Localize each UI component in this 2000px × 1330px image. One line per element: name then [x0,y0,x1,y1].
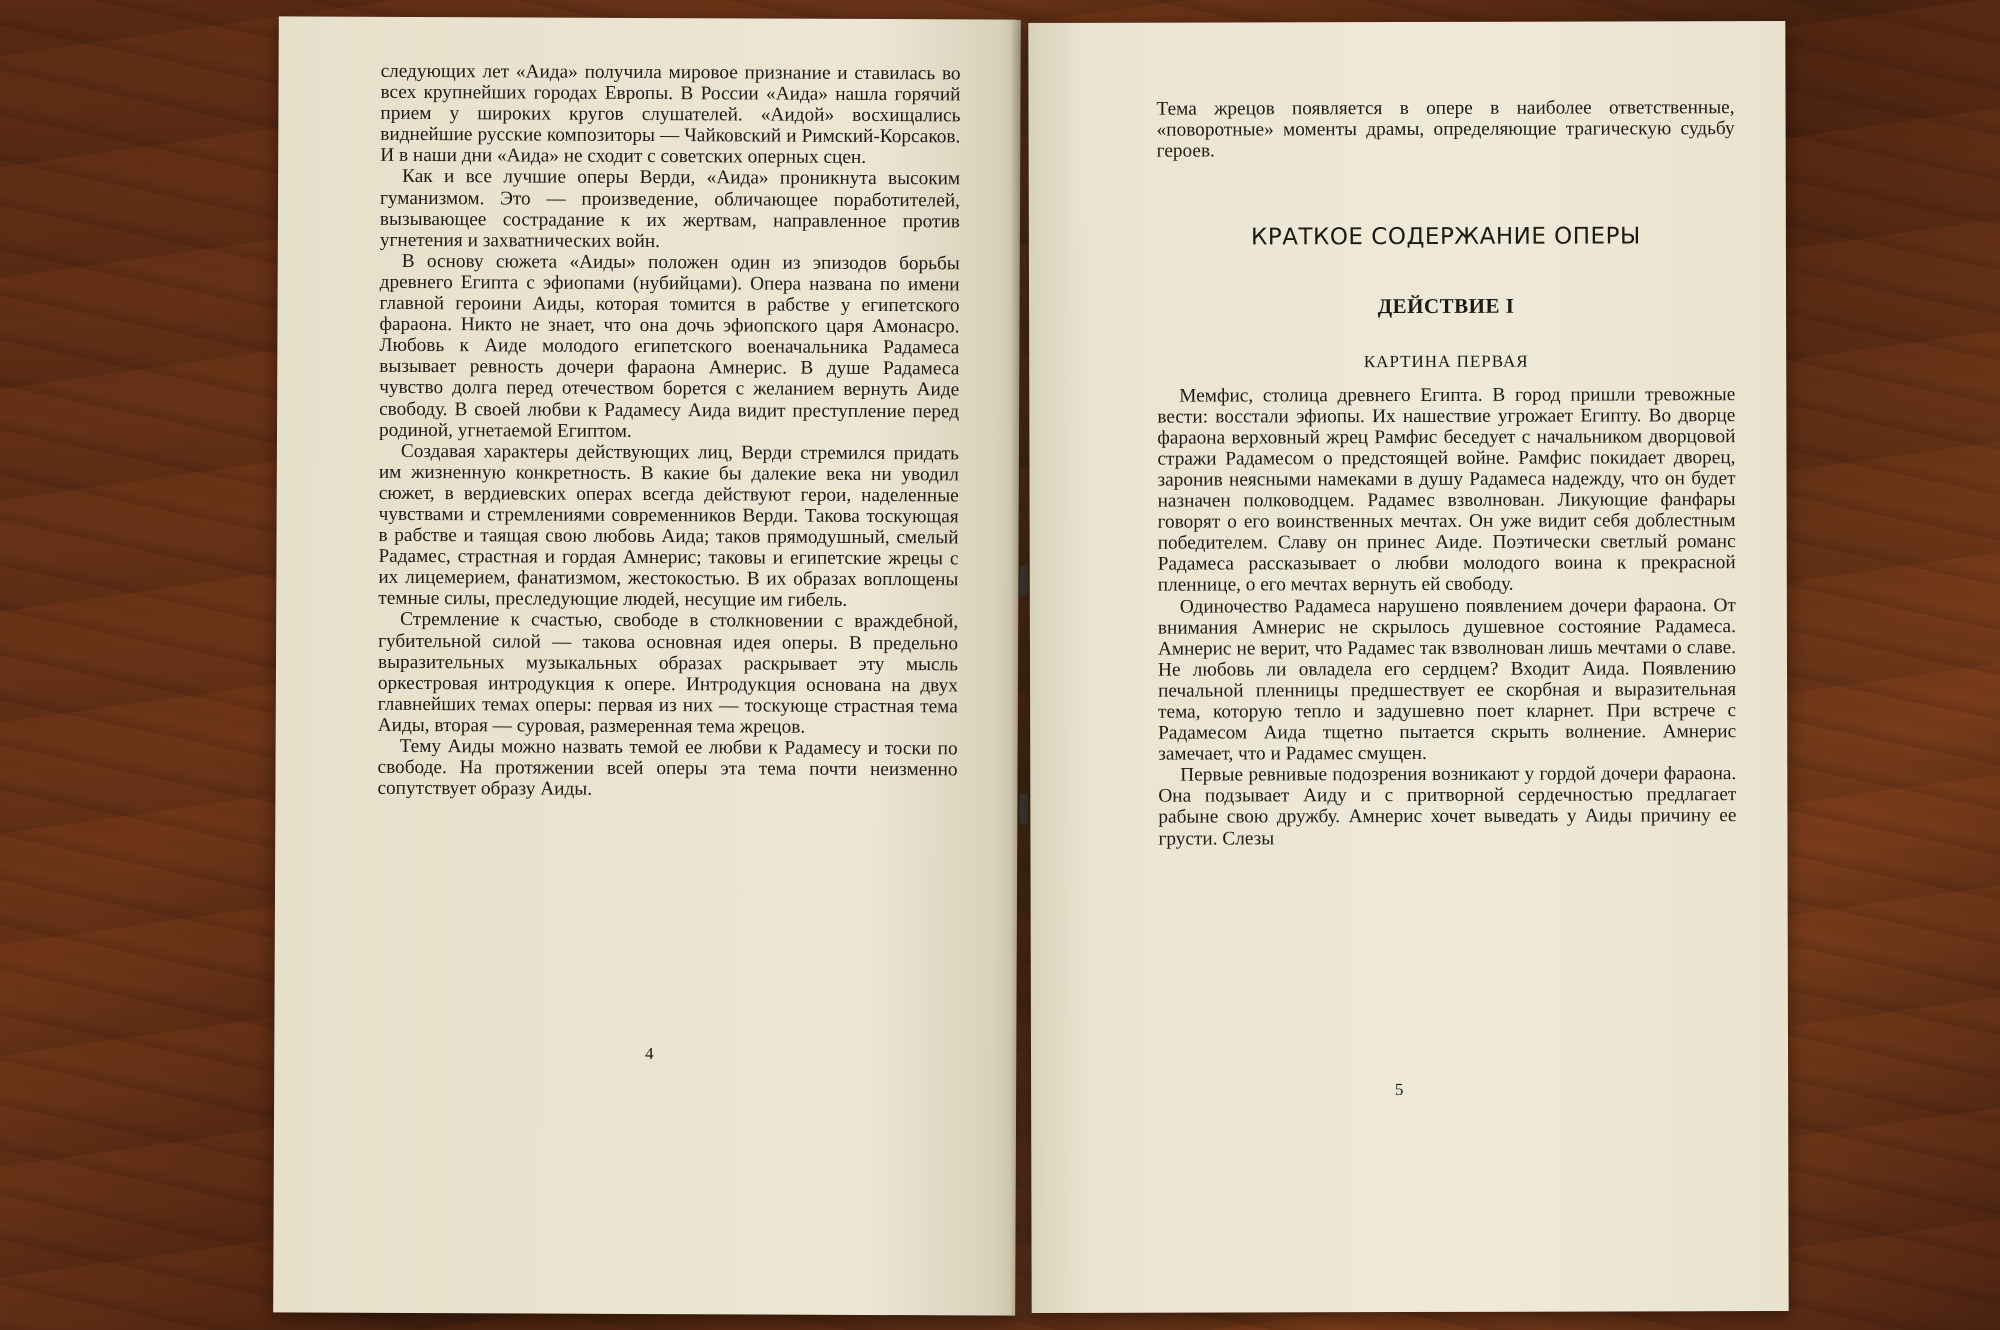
page-number: 5 [1394,1080,1404,1100]
staple [1020,794,1028,824]
paragraph: В основу сюжета «Аиды» положен один из эпизодов борьбы древнего Египта с эфиопами (нубийцами). Опера названа по имени главной героини Аиды, которая томится в рабстве у египетского фараона. Никто не знает, что она дочь эфиопского царя Амонасро. Любовь к Аиде молодого египетского военачальника Радамеса вызывает ревность дочери фараона Амнерис. В душе Радамеса чувство долга перед отечеством борется с желанием вернуть Аиде свободу. В своей любви к Радамесу Аида видит преступление перед родиной, угнетаемой Египтом. [378,250,960,442]
right-page-text [1157,97,1737,849]
page-number: 4 [645,1043,654,1064]
paragraph: следующих лет «Аида» получила мировое признание и ставилась во всех крупнейших городах Европы. В России «Аида» нашла горячий прием у широких кругов слушателей. «Аидой» восхищались виднейшие русские композиторы — Чайковский и Римский-Корсаков. И в наши дни «Аида» не сходит с советских оперных сцен. [380,60,961,169]
paragraph: Мемфис, столица древнего Египта. В город пришли тревожные вести: восстали эфиопы. Их нашествие угрожает Египту. Во дворце фараона верховный жрец Рамфис беседует с начальником дворцовой стражи Радамесом о предстоящей войне. Рамфис покидает дворец, заронив неясными намеками в душу Радамеса надежду, что он будет назначен полководцем. Радамес взволнован. Ликующие фанфары говорят о его воинственных мечтах. Он уже видит себя доблестным победителем. Славу он принес Аиде. Поэтически светлый романс Радамеса рассказывает о любви молодого воина к прекрасной пленнице, о его мечтах вернуть ей свободу. [1157,383,1736,597]
section-heading: КРАТКОЕ СОДЕРЖАНИЕ ОПЕРЫ [1250,223,1641,251]
left-page [273,16,1021,1315]
right-page [1028,21,1788,1313]
paragraph: Создавая характеры действующих лиц, Верди стремился придать им жизненную конкретность. В какие бы далекие века ни уводил сюжет, в вердиевских операх всегда действуют герои, наделенные чувствами и стремлениями современников Верди. Такова тоскующая в рабстве и таящая свою любовь Аида; таков прямодушный, смелый Радамес, страстная и гордая Амнерис; таковы и египетские жрецы с их лицемерием, фанатизмом, жестокостью. В их образах воплощены темные силы, преследующие людей, несущие им гибель. [378,440,959,612]
act-heading: ДЕЙСТВИЕ I [1377,294,1515,319]
paragraph: Как и все лучшие оперы Верди, «Аида» проникнута высоким гуманизмом. Это — произведение, обличающее поработителей, вызывающее сострадание к их жертвам, направленное против угнетения и захватнических войн. [379,166,961,252]
paragraph: Одиночество Радамеса нарушено появлением дочери фараона. От внимания Амнерис не скрылось душевное состояние Радамеса. Амнерис не верит, что Радамес так взволнован лишь мечтами о славе. Не любовь ли овладела его сердцем? Входит Аида. Появлению печальной пленницы предшествует ее скорбная и выразительная тема, которую тепло и задушевно поет кларнет. При встрече с Радамесом Аида тщетно пытается скрыть волнение. Амнерис замечает, что и Радамес смущен. [1157,594,1737,765]
left-page-text [377,61,960,802]
book-spread [270,18,1795,1318]
paragraph: Первые ревнивые подозрения возникают у гордой дочери фараона. Она подзывает Аиду и с притворной сердечностью предлагает рабыне свою дружбу. Амнерис хочет выведать у Аиды причину ее грусти. Слезы [1158,763,1737,850]
paragraph: Стремление к счастью, свободе в столкновении с враждебной, губительной силой — такова основная идея оперы. В предельно выразительных музыкальных образах раскрывает эту мысль оркестровая интродукция к опере. Интродукция основана на двух главнейших темах оперы: первая из них — тоскующе страстная тема Аиды, вторая — суровая, размеренная тема жрецов. [377,609,959,738]
scene-heading: КАРТИНА ПЕРВАЯ [1363,352,1529,372]
paragraph: Тема жрецов появляется в опере в наиболее ответственные, «поворотные» моменты драмы, определяющие трагическую судьбу героев. [1156,97,1735,162]
paragraph: Тему Аиды можно назвать темой ее любви к Радамесу и тоски по свободе. На протяжении всей оперы эта тема почти неизменно сопутствует образу Аиды. [377,735,958,800]
staple [1020,566,1028,596]
